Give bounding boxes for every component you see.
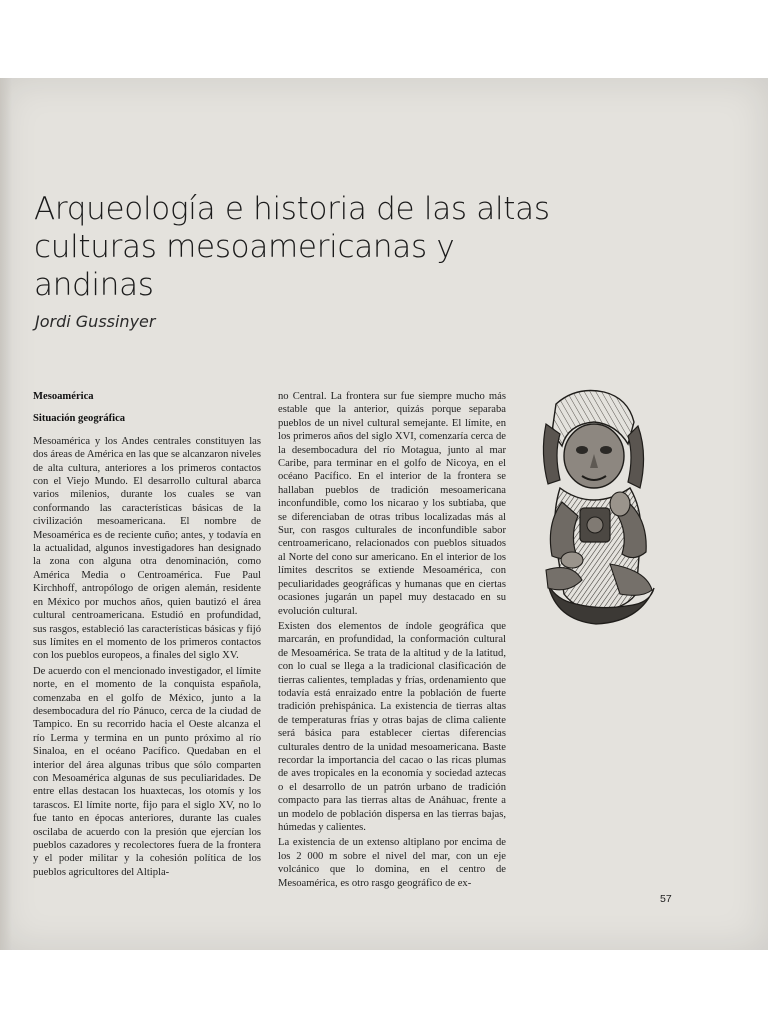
article-author: Jordi Gussinyer	[35, 312, 156, 331]
text-column-middle	[278, 390, 506, 892]
paragraph: Mesoamérica y los Andes centrales constituyen las dos áreas de América en las que se alcanzaron niveles de alta cultura, anteriores a los primeros contactos con el Viejo Mundo. El desarrollo cultural abarca varios milenios, durante los cuales se van conformando las características básicas de la civilización mesoamericana. El nombre de Mesoamérica es de reciente cuño; antes, y todavía en la actualidad, algunos investigadores han designado la zona con alguna otra denominación, como América Media o Centroamérica. Fue Paul Kirchhoff, antropólogo de origen alemán, residente en México por muchos años, quien bautizó el área cultural centroamericana. Estudió en profundidad, sus rasgos, estableció las características básicas y fijó sus límites en el momento de los primeros contactos con los pueblos europeos, a finales del siglo XV.	[33, 435, 261, 662]
section-subheading: Situación geográfica	[33, 413, 126, 425]
section-heading: Mesoamérica	[33, 391, 94, 402]
text-column-left	[33, 390, 261, 881]
paragraph: no Central. La frontera sur fue siempre mucho más estable que la anterior, quizás porque separaba pueblos de un nivel cultural semejante. El límite, en los primeros años del siglo XVI, comenzaría cerca de la desembocadura del río Motagua, junto al mar Caribe, para terminar en el golfo de Nicoya, en el océano Pacífico. En el interior de la frontera se hallaban pueblos de tradición mesoamericana inconfundible, como los nicarao y los subtiaba, que se diferenciaban de otras tribus localizadas más al Sur, con rasgos culturales de inconfundible sabor centroamericano, relacionados con pueblos situados al Norte del cono sur americano. En el interior de los límites descritos se extiende Mesoamérica, con peculiaridades geográficas y humanas que en ciertas ocasiones jugarán un papel muy destacado en su evolución cultural.	[278, 391, 506, 617]
article-title: Arqueología e historia de las altas culturas mesoamericanas y andinas	[34, 191, 550, 303]
paragraph: Existen dos elementos de índole geográfica que marcarán, en profundidad, la conformación cultural de Mesoamérica. Se trata de la altitud y de la latitud, con lo cual se llega a la tradicional clasificación de tierras calientes, templadas y frías, ordenamiento que todavía está enraizado entre la población de fuerte tradición prehispánica. La existencia de tierras altas de temperaturas frías y otras bajas de clima caliente será básica para establecer ciertas diferencias culturales dentro de la unidad mesoamericana. Baste recordar la importancia del cacao o las ricas plumas de aves tropicales en la economía y sociedad aztecas o el desarrollo de un patrón urbano de tradición compacto para las tierras altas de Anáhuac, frente a un modelo de población dispersa en las tierras bajas, húmedas y calientes.	[278, 620, 506, 833]
page-number: 57	[660, 893, 672, 905]
sculpture-icon	[516, 384, 666, 634]
paragraph: La existencia de un extenso altiplano por encima de los 2 000 m sobre el nivel del mar, con un eje volcánico que lo domina, en el centro de Mesoamérica, es otro rasgo geográfico de ex-	[278, 837, 506, 889]
aztec-sculpture-illustration	[516, 384, 666, 634]
paragraph: De acuerdo con el mencionado investigador, el límite norte, en el momento de la conquista española, comenzaba en el golfo de México, junto a la desembocadura del río Pánuco, cerca de la ciudad de Tampico. En su recorrido hacia el Oeste alcanza el río Lerma y termina en un punto próximo al río Sinaloa, en el océano Pacífico. Quedaban en el interior del área algunas tribus que sólo comparten con Mesoamérica algunas de sus peculiaridades. De entre ellas destacan los huaxtecas, los otomís y los tarascos. El límite norte, fijo para el siglo XV, no lo fue tanto en épocas anteriores, durante las cuales oscilaba de acuerdo con la presión que ejercían los pueblos cazadores y recolectores fuera de la frontera y el poder militar y la cohesión política de los pueblos agricultores del Altipla-	[33, 665, 261, 878]
